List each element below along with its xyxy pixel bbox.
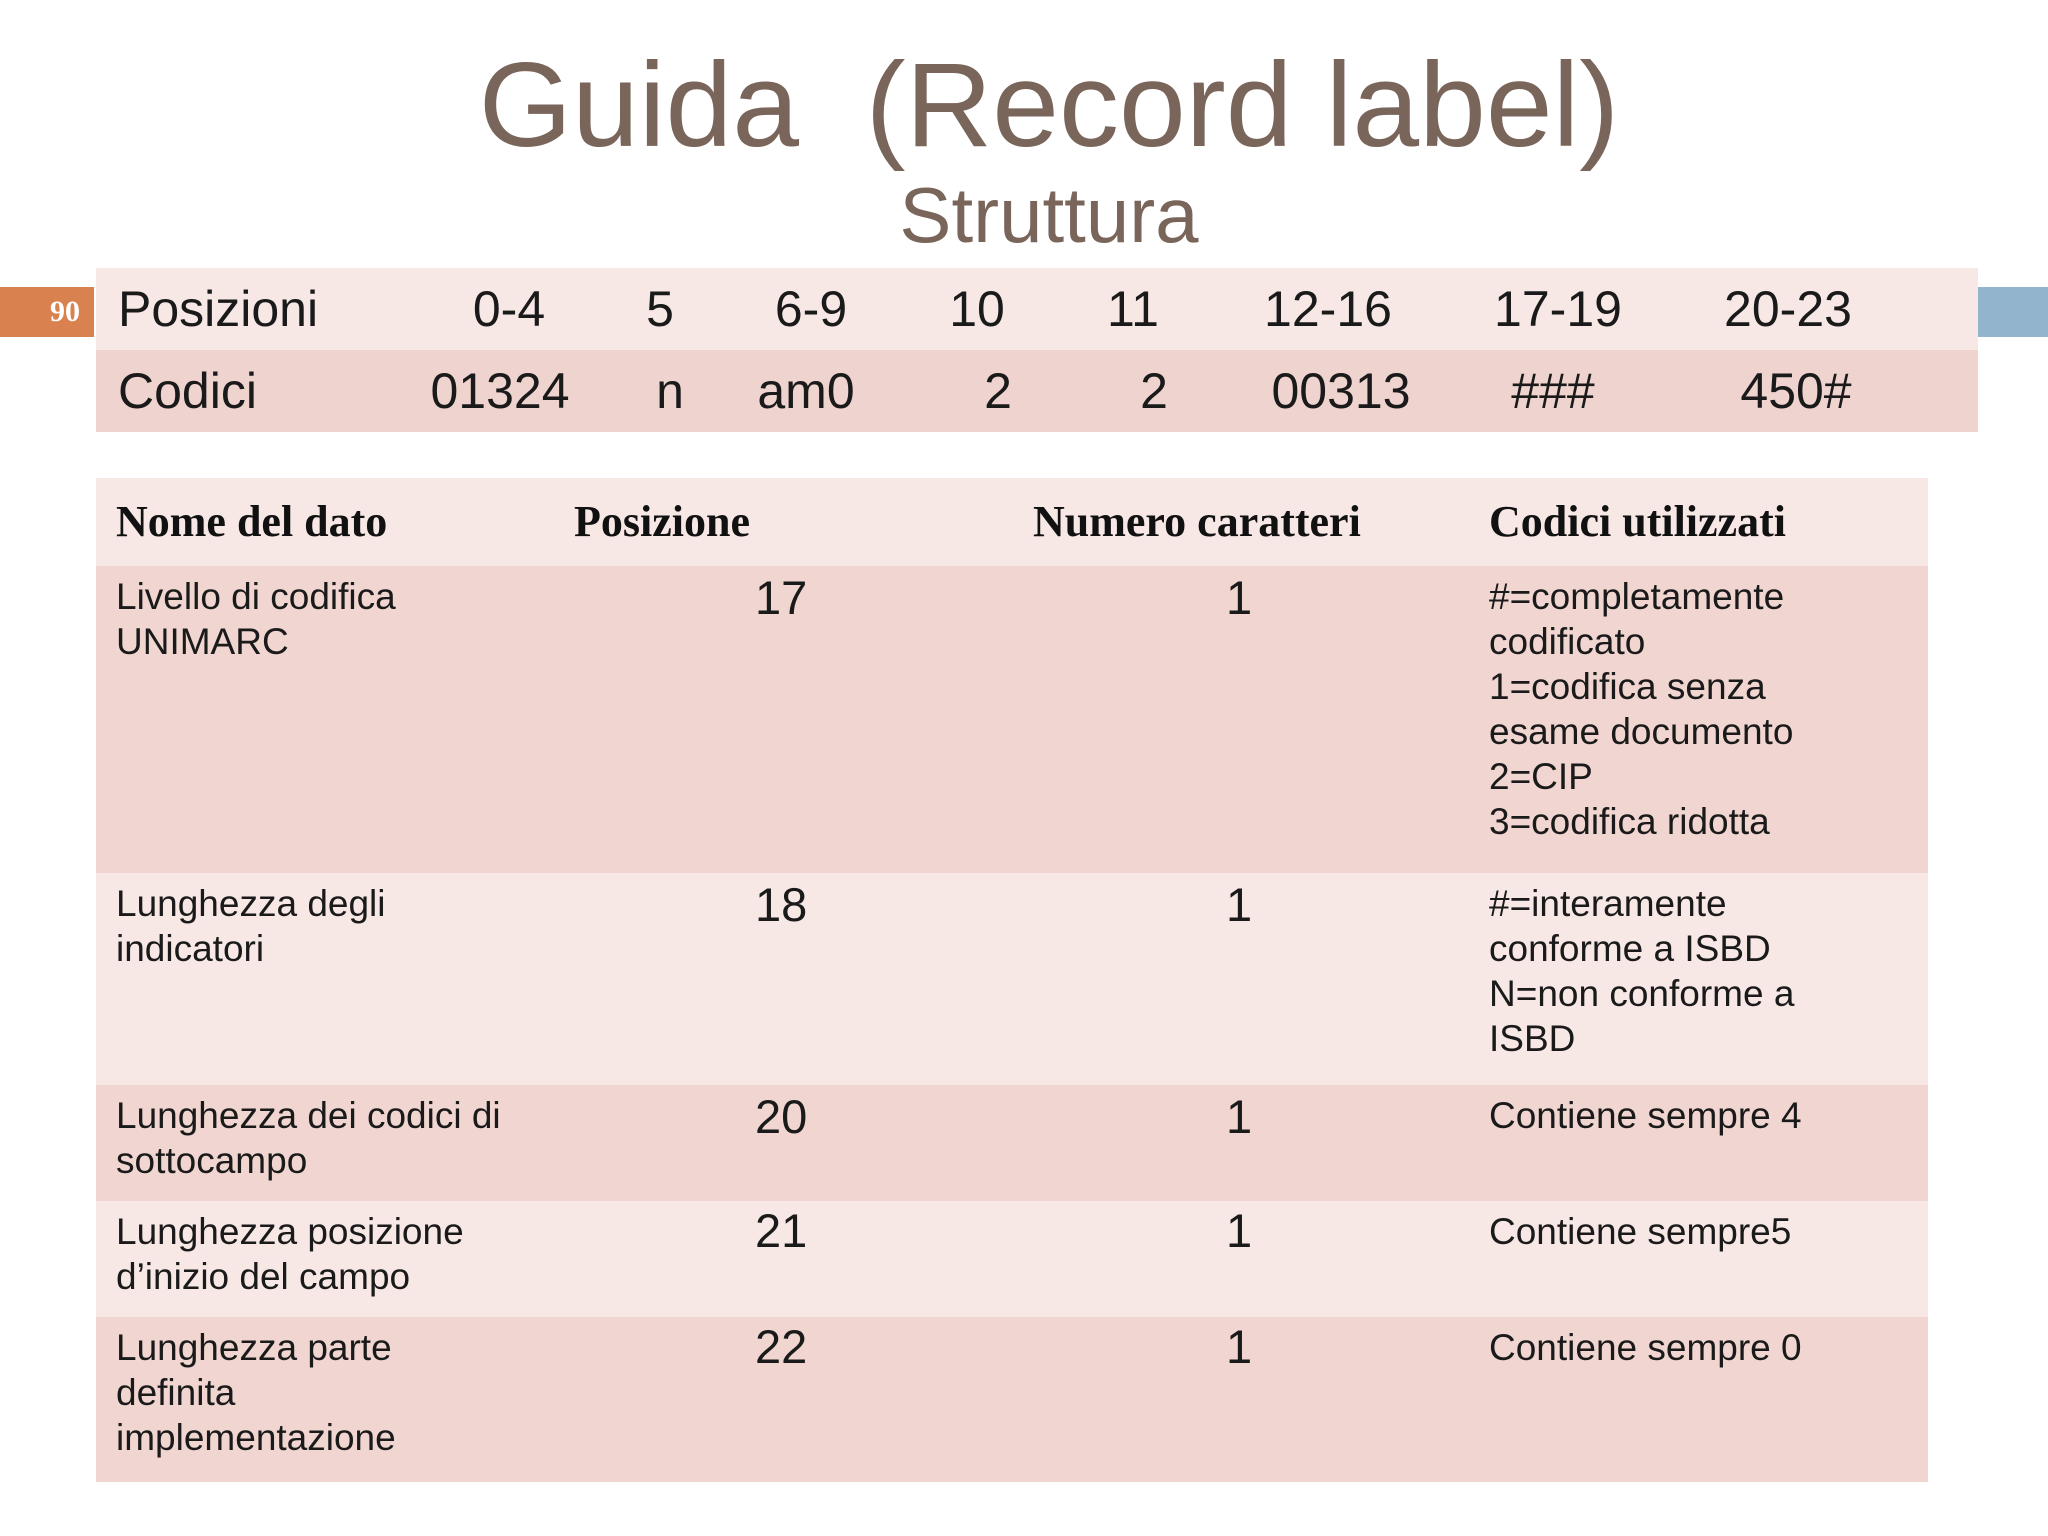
- cell-name: Livello di codifica UNIMARC: [116, 576, 396, 662]
- code-cell: 00313: [1271, 363, 1411, 419]
- codes-row: [96, 350, 1978, 432]
- cell-codes: Contiene sempre5: [1489, 1211, 1792, 1252]
- cell-name: Lunghezza dei codici di sottocampo: [116, 1095, 501, 1181]
- positions-label: Posizioni: [118, 281, 319, 337]
- header-posizione: Posizione: [574, 497, 750, 546]
- cell-position: 21: [755, 1204, 808, 1257]
- page-number-badge: 90: [0, 287, 94, 337]
- position-cell: 0-4: [472, 281, 546, 337]
- slide-title: Guida (Record label): [478, 38, 1620, 172]
- cell-codes: Contiene sempre 4: [1489, 1095, 1802, 1136]
- cell-chars: 1: [1226, 1320, 1253, 1373]
- code-cell: 2: [984, 363, 1012, 419]
- cell-name: Lunghezza parte definita implementazione: [116, 1327, 396, 1458]
- code-cell: n: [656, 363, 684, 419]
- position-cell: 11: [1107, 281, 1159, 337]
- position-cell: 5: [646, 281, 674, 337]
- header-codici: Codici utilizzati: [1489, 497, 1786, 546]
- right-accent-bar: [1978, 287, 2048, 337]
- table-row: [96, 1201, 1928, 1317]
- code-cell: 450#: [1740, 363, 1852, 419]
- position-cell: 20-23: [1724, 281, 1852, 337]
- cell-chars: 1: [1226, 878, 1253, 931]
- cell-name: Lunghezza posizione d’inizio del campo: [116, 1211, 464, 1297]
- table-row: [96, 1085, 1928, 1201]
- header-nome: Nome del dato: [116, 497, 388, 546]
- header-numero: Numero caratteri: [1033, 497, 1361, 546]
- positions-row: [96, 268, 1978, 350]
- code-cell: am0: [757, 363, 855, 419]
- cell-position: 20: [755, 1090, 808, 1143]
- table-header: [96, 478, 1928, 566]
- table-row: [96, 1317, 1928, 1482]
- table-row: [96, 566, 1928, 873]
- code-cell: 2: [1140, 363, 1168, 419]
- position-cell: 6-9: [774, 281, 848, 337]
- cell-position: 17: [755, 571, 808, 624]
- codes-label: Codici: [118, 363, 257, 419]
- table-row: [96, 873, 1928, 1085]
- code-cell: ###: [1511, 363, 1595, 419]
- cell-chars: 1: [1226, 1204, 1253, 1257]
- position-cell: 17-19: [1494, 281, 1622, 337]
- cell-chars: 1: [1226, 571, 1253, 624]
- cell-chars: 1: [1226, 1090, 1253, 1143]
- cell-position: 22: [755, 1320, 808, 1373]
- cell-codes: Contiene sempre 0: [1489, 1327, 1802, 1368]
- slide-subtitle: Struttura: [899, 171, 1199, 259]
- cell-name: Lunghezza degli indicatori: [116, 883, 386, 969]
- position-cell: 12-16: [1264, 281, 1392, 337]
- cell-position: 18: [755, 878, 808, 931]
- cell-codes: #=interamente conforme a ISBD N=non conforme a ISBD: [1489, 883, 1795, 1059]
- position-cell: 10: [949, 281, 1005, 337]
- cell-codes: #=completamente codificato 1=codifica senza esame documento 2=CIP 3=codifica ridotta: [1489, 576, 1794, 842]
- codes-table: [96, 268, 1978, 432]
- code-cell: 01324: [430, 363, 570, 419]
